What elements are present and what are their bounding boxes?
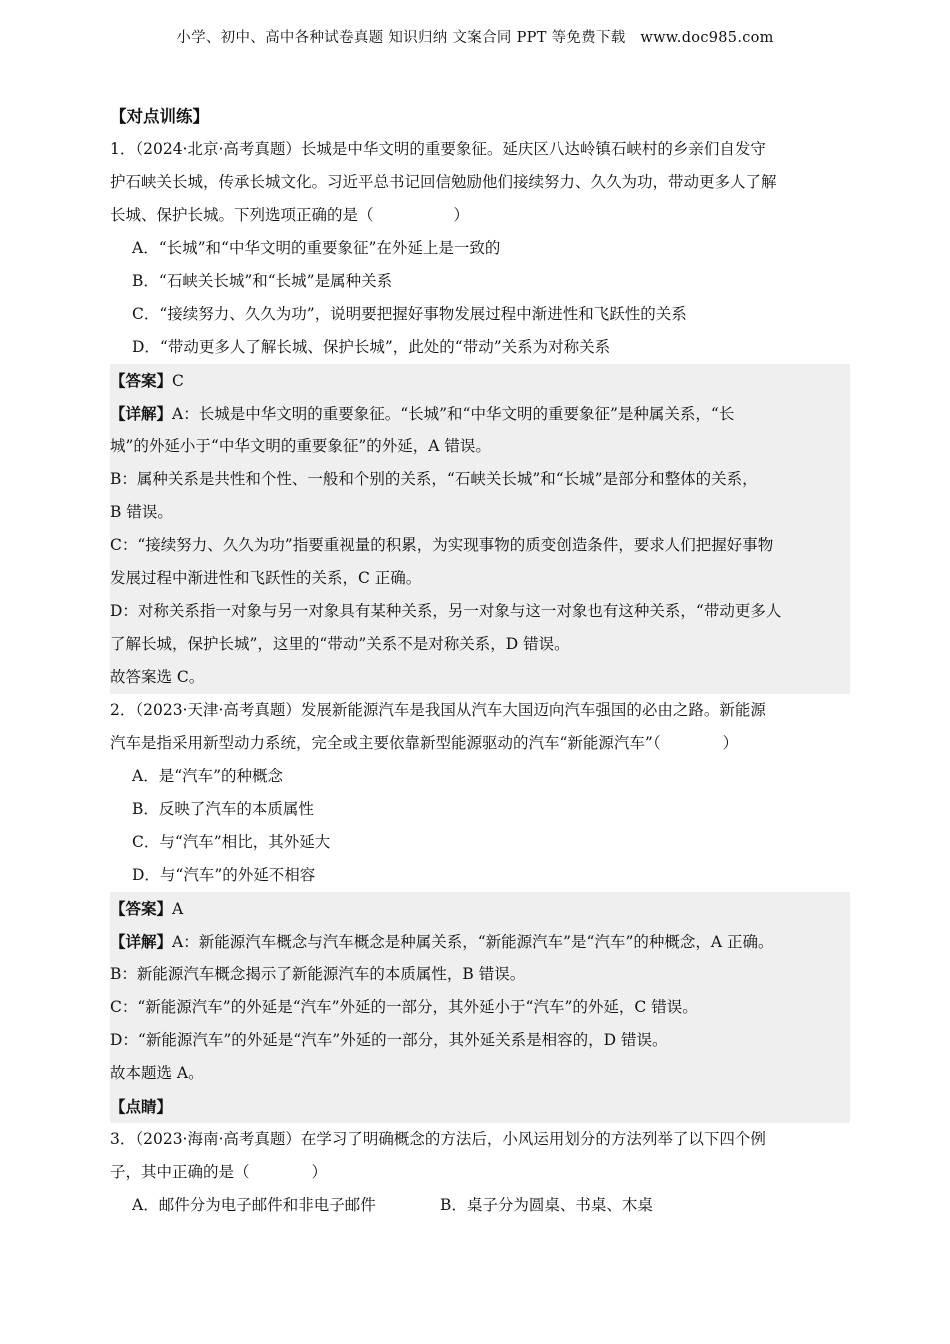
- q3-stem-line-2: [110, 1156, 850, 1189]
- question-1: [110, 133, 850, 694]
- q1-detail-line-2: 城”的外延小于“中华文明的重要象征”的外延，A 错误。: [110, 437, 491, 455]
- answer-value: C: [172, 372, 184, 390]
- q1-stem-text: 长城、保护长城。下列选项正确的是（: [110, 206, 374, 224]
- q1-stem-line-2: 护石峡关长城，传承长城文化。习近平总书记回信勉励他们接续努力、久久为功，带动更多人了解: [110, 173, 777, 191]
- detail-text: A：长城是中华文明的重要象征。“长城”和“中华文明的重要象征”是种属关系，“长: [172, 405, 735, 423]
- q1-detail-line-5: C：“接续努力、久久为功”指要重视量的积累，为实现事物的质变创造条件，要求人们把握好事物: [110, 536, 774, 554]
- answer-value: A: [172, 900, 184, 918]
- q1-detail-line-8: 了解长城，保护长城”，这里的“带动”关系不是对称关系，D 错误。: [110, 635, 570, 653]
- q1-solution-block: [110, 364, 850, 694]
- q1-conclusion: 故答案选 C。: [110, 668, 205, 686]
- answer-label: 【答案】: [110, 899, 173, 918]
- q1-detail-line-4: B 错误。: [110, 503, 173, 521]
- q2-detail-line-2: B：新能源汽车概念揭示了新能源汽车的本质属性，B 错误。: [110, 965, 526, 983]
- q1-option-b: B．“石峡关长城”和“长城”是属种关系: [132, 272, 393, 290]
- q2-option-c: C．与“汽车”相比，其外延大: [132, 833, 331, 851]
- q2-option-a: A．是“汽车”的种概念: [132, 767, 284, 785]
- q1-option-a: A．“长城”和“中华文明的重要象征”在外延上是一致的: [132, 239, 501, 257]
- section-title: 【对点训练】: [110, 107, 209, 126]
- q1-detail-line-1: [110, 397, 850, 430]
- q2-stem-line-1: 2．（2023·天津·高考真题）发展新能源汽车是我国从汽车大国迈向汽车强国的必由之路。新能源: [110, 701, 766, 719]
- q2-option-d: D．与“汽车”的外延不相容: [132, 866, 316, 884]
- q3-stem-line-1: 3．（2023·海南·高考真题）在学习了明确概念的方法后，小风运用划分的方法列举了以下四个例: [110, 1130, 766, 1148]
- q3-option-a: A．邮件分为电子邮件和非电子邮件: [132, 1196, 376, 1214]
- q3-option-b: B．桌子分为圆桌、书桌、木桌: [440, 1196, 653, 1214]
- q1-option-c: C．“接续努力、久久为功”，说明要把握好事物发展过程中渐进性和飞跃性的关系: [132, 305, 687, 323]
- detail-text: A：新能源汽车概念与汽车概念是种属关系，“新能源汽车”是“汽车”的种概念，A 正确。: [172, 933, 774, 951]
- page-header: 小学、初中、高中各种试卷真题 知识归纳 文案合同 PPT 等免费下载 www.doc985.com: [176, 30, 774, 46]
- q2-dianjing-label: 【点睛】: [110, 1097, 173, 1116]
- q1-answer: [110, 364, 850, 397]
- q1-stem-close: ）: [453, 206, 470, 224]
- q2-answer: [110, 892, 850, 925]
- q3-stem-text: 子，其中正确的是（: [110, 1163, 250, 1181]
- question-2: [110, 694, 850, 1123]
- q3-options-row: [110, 1189, 850, 1222]
- q2-detail-line-1: [110, 925, 850, 958]
- q2-detail-line-3: C：“新能源汽车”的外延是“汽车”外延的一部分，其外延小于“汽车”的外延，C 错误。: [110, 998, 698, 1016]
- q1-detail-line-3: B：属种关系是共性和个性、一般和个别的关系，“石峡关长城”和“长城”是部分和整体的关系，: [110, 470, 758, 488]
- q2-solution-block: [110, 892, 850, 1123]
- detail-label: 【详解】: [110, 404, 173, 423]
- q1-stem-line-3: [110, 199, 850, 232]
- q2-conclusion: 故本题选 A。: [110, 1064, 204, 1082]
- document-body: [110, 100, 850, 1222]
- q2-stem-close: ）: [722, 734, 739, 752]
- detail-label: 【详解】: [110, 932, 173, 951]
- q1-stem-line-1: 1．（2024·北京·高考真题）长城是中华文明的重要象征。延庆区八达岭镇石峡村的乡亲们自发守: [110, 140, 766, 158]
- q1-option-d: D．“带动更多人了解长城、保护长城”，此处的“带动”关系为对称关系: [132, 338, 611, 356]
- question-3: [110, 1123, 850, 1222]
- q3-stem-close: ）: [311, 1163, 328, 1181]
- q1-detail-line-7: D：对称关系指一对象与另一对象具有某种关系，另一对象与这一对象也有这种关系，“带动更多人: [110, 602, 782, 620]
- answer-label: 【答案】: [110, 371, 173, 390]
- q2-stem-line-2: [110, 727, 850, 760]
- q2-stem-text: 汽车是指采用新型动力系统，完全或主要依靠新型能源驱动的汽车“新能源汽车”（: [110, 734, 661, 752]
- q2-detail-line-4: D：“新能源汽车”的外延是“汽车”外延的一部分，其外延关系是相容的，D 错误。: [110, 1031, 668, 1049]
- q2-option-b: B．反映了汽车的本质属性: [132, 800, 314, 818]
- q1-detail-line-6: 发展过程中渐进性和飞跃性的关系，C 正确。: [110, 569, 422, 587]
